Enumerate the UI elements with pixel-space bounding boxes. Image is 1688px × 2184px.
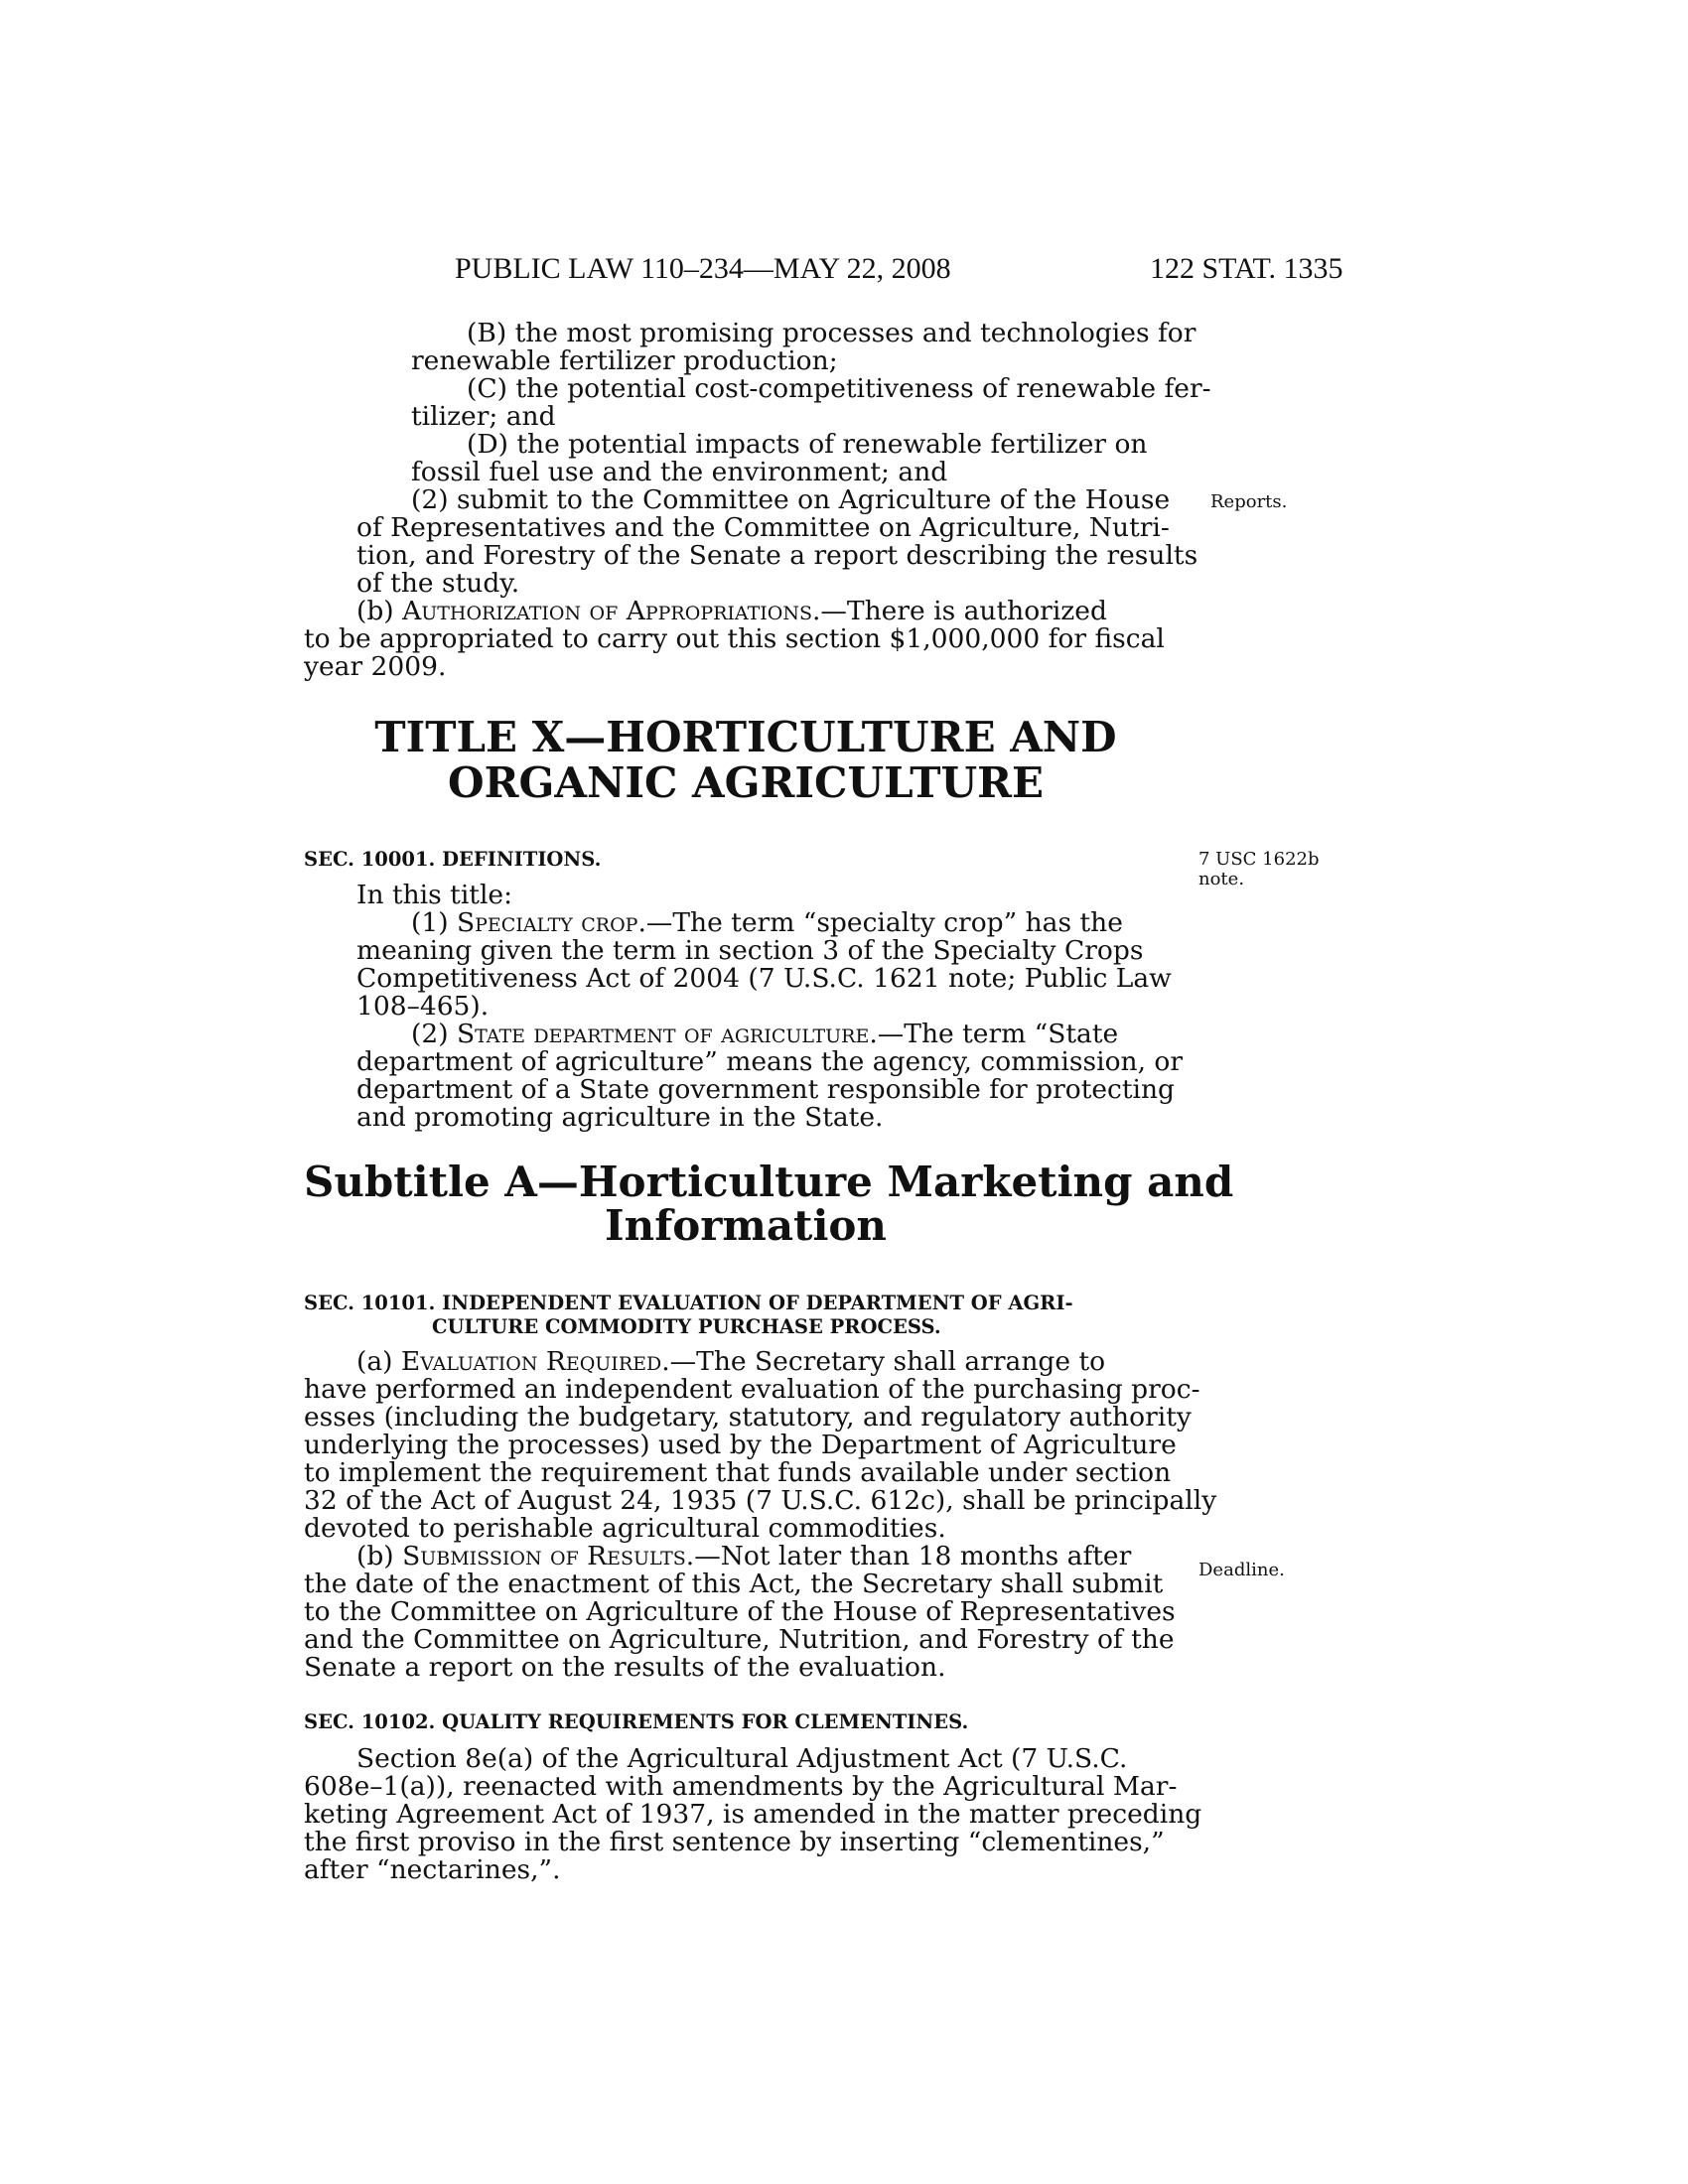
text-line: Senate a report on the results of the evaluation. <box>304 1652 946 1683</box>
text-line: Section 8e(a) of the Agricultural Adjustment Act (7 U.S.C. <box>356 1743 1128 1774</box>
section-heading: SEC. 10101. INDEPENDENT EVALUATION OF DEPARTMENT OF AGRI- <box>304 1292 1073 1314</box>
paragraph-label: (b) <box>356 596 403 626</box>
margin-note-reports: Reports. <box>1210 491 1288 512</box>
margin-note-deadline: Deadline. <box>1198 1560 1285 1580</box>
text-line: of Representatives and the Committee on Agriculture, Nutri- <box>356 512 1170 543</box>
text-line: underlying the processes) used by the Department of Agriculture <box>304 1430 1177 1460</box>
paragraph-heading: Evaluation Required <box>400 1346 662 1377</box>
running-header-stat: 122 STAT. 1335 <box>1150 252 1343 285</box>
text-line: tilizer; and <box>411 401 556 432</box>
paragraph-heading: Submission of Results <box>402 1541 686 1571</box>
margin-note-usc: 7 USC 1622b <box>1198 849 1320 870</box>
submission-results-line <box>356 1543 1131 1570</box>
paragraph-heading: Specialty crop <box>456 907 638 938</box>
paragraph-text: .—There is authorized <box>812 596 1107 626</box>
text-line: department of a State government responsible for protecting <box>356 1074 1176 1105</box>
subtitle-heading-line2: Information <box>605 1201 887 1250</box>
paragraph-text: .—Not later than 18 months after <box>685 1541 1132 1571</box>
paragraph-heading: State department of agriculture <box>456 1019 870 1049</box>
running-header-law: PUBLIC LAW 110–234—MAY 22, 2008 <box>455 252 951 285</box>
text-line: after “nectarines,”. <box>304 1854 561 1885</box>
text-line: renewable fertilizer production; <box>411 345 838 376</box>
paragraph-text: .—The term “State <box>869 1019 1119 1049</box>
title-heading-line2: ORGANIC AGRICULTURE <box>448 758 1044 807</box>
auth-appropriations-line <box>356 598 1107 625</box>
text-line: 608e–1(a)), reenacted with amendments by the Agricultural Mar- <box>304 1771 1178 1802</box>
paragraph-label: (2) <box>411 1019 457 1049</box>
section-heading: SEC. 10102. QUALITY REQUIREMENTS FOR CLEMENTINES. <box>304 1710 969 1733</box>
text-line: In this title: <box>356 880 513 910</box>
subtitle-heading-line1: Subtitle A—Horticulture Marketing and <box>304 1158 1234 1206</box>
paragraph-heading: Authorization of Appropriations <box>402 596 812 626</box>
text-line: fossil fuel use and the environment; and <box>411 457 948 487</box>
text-line: (C) the potential cost-competitiveness of renewable fer- <box>467 373 1211 404</box>
text-line: to the Committee on Agriculture of the House of Representatives <box>304 1596 1176 1627</box>
text-line: the date of the enactment of this Act, the Secretary shall submit <box>304 1569 1164 1599</box>
definition-state-department <box>411 1021 1118 1048</box>
section-heading-continued: CULTURE COMMODITY PURCHASE PROCESS. <box>432 1315 941 1338</box>
evaluation-required-line <box>356 1348 1105 1376</box>
text-line: the first proviso in the first sentence by inserting “clementines,” <box>304 1827 1165 1857</box>
text-line: 32 of the Act of August 24, 1935 (7 U.S.C. 612c), shall be principally <box>304 1485 1217 1516</box>
paragraph-label: (1) <box>411 907 457 938</box>
section-heading: SEC. 10001. DEFINITIONS. <box>304 848 602 871</box>
paragraph-text: .—The term “specialty crop” has the <box>637 907 1123 938</box>
text-line: tion, and Forestry of the Senate a report describing the results <box>356 540 1198 571</box>
text-line: Competitiveness Act of 2004 (7 U.S.C. 1621 note; Public Law <box>356 963 1172 994</box>
text-line: have performed an independent evaluation of the purchasing proc- <box>304 1374 1200 1405</box>
paragraph-label: (a) <box>356 1346 401 1377</box>
text-line: (D) the potential impacts of renewable fertilizer on <box>467 429 1148 460</box>
definition-specialty-crop <box>411 909 1123 937</box>
text-line: and promoting agriculture in the State. <box>356 1102 884 1133</box>
text-line: of the study. <box>356 568 520 599</box>
text-line: 108–465). <box>356 991 490 1022</box>
text-line: to be appropriated to carry out this section $1,000,000 for fiscal <box>304 623 1165 654</box>
text-line: to implement the requirement that funds available under section <box>304 1457 1172 1488</box>
text-line: esses (including the budgetary, statutory, and regulatory authority <box>304 1402 1192 1433</box>
margin-note-usc-note: note. <box>1198 869 1245 889</box>
text-line: and the Committee on Agriculture, Nutrition, and Forestry of the <box>304 1624 1175 1655</box>
paragraph-text: .—The Secretary shall arrange to <box>661 1346 1106 1377</box>
text-line: (B) the most promising processes and technologies for <box>467 318 1196 348</box>
text-line: year 2009. <box>304 651 447 682</box>
text-line: meaning given the term in section 3 of the Specialty Crops <box>356 935 1144 966</box>
title-heading-line1: TITLE X—HORTICULTURE AND <box>374 713 1117 761</box>
paragraph-label: (b) <box>356 1541 403 1571</box>
text-line: devoted to perishable agricultural commodities. <box>304 1513 946 1544</box>
text-line: (2) submit to the Committee on Agriculture of the House <box>411 484 1171 515</box>
text-line: keting Agreement Act of 1937, is amended in the matter preceding <box>304 1799 1202 1830</box>
text-line: department of agriculture” means the agency, commission, or <box>356 1046 1184 1077</box>
